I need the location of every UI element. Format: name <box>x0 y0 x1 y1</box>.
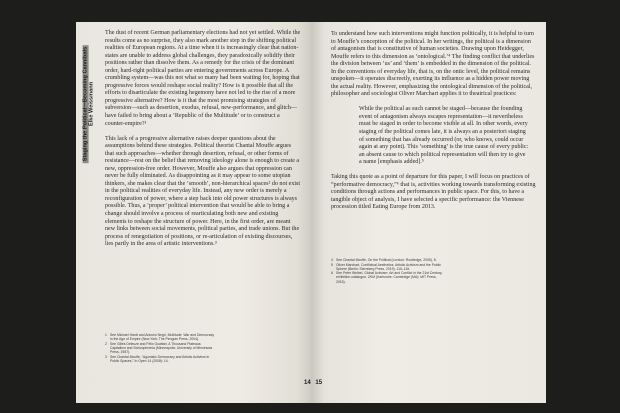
block-quote: While the political as such cannot be staged—because the founding event of antagonism always escapes representation—it nevertheless must be staged in order to become visible at all. In other words, every staging of the political comes late, it is always an a posteriori staging of something that has already occurred (or, who knows, could occur again at any point). This ‘something’ is the true cause of every public: an absent cause to which political representation will then try to give a name [emphasis added].⁵ <box>359 106 529 166</box>
footnote <box>331 271 443 284</box>
paragraph: This lack of a progressive alternative raises deeper questions about the assumptions behind these strategies. Political theorist Chantal Mouffe argues that such approaches—whether through desertion, refusal, or other forms of resistance—rest on the belief that removing ideology alone is enough to create a new, oppression-free order. However, Mouffe also argues that oppression can never be fully eliminated. As disappointing as it may appear to some utopian thinkers, she makes clear that the ‘smooth’, non-hierarchical spaces² do not exist in the political realities of everyday life. Instead, any new order is merely a reconfiguration of power, where a step back into old power structures is always possible. Thus, a ‘proper’ political intervention that would be able to bring a change should involve a process of rearticulating both new and existing elements to reshape the structure of power. Here, in the first order, are meant new links between social movements, political parties, and trade unions. But the process of renegotiation of positions, or re-articulation of existing discourses, lies partly in the area of artistic interventions.³ <box>105 135 301 248</box>
running-head <box>82 28 96 180</box>
paragraph: The dust of recent German parliamentary elections had not yet settled. While the results come as no surprise, they also mark another step in the shifting political realities of European regions. At a time when it is increasingly clear that nation-states are unable to address global challenges, they paradoxically solidify their positions rather than dissolve them. As a remedy for the crisis of the dominant order, hard-right political parties are entering governments across Europe. A crumbling system—was this not what so many had been waiting for, hoping that progressive forces would reshape social reality? How is it possible that all the efforts to disarticulate the existing hegemony have not led to the rise of a more progressive alternative? How is it that the most promising strategies of subversion—such as desertion, exodus, refusal, new-performance, and glitch—have failed to bring about a ‘Republic of the Multitude’ or to construct a counter-empire?¹ <box>105 30 301 127</box>
footnote-text: See Chantal Mouffe, On the Political (London: Routledge, 2005), 8. <box>336 258 437 262</box>
paragraph: To understand how such interventions might function politically, it is helpful to turn to Mouffe’s conception of the political. In her writings, the political is a dimension of antagonism that is constitutive of human societies. Drawing upon Heidegger, Mouffe refers to this dimension as ‘ontological.’⁴ The finding conflict that underlies the division between ‘us’ and ‘them’ is embedded in the dimension of the political. In the conventions of everyday life, that is, on the ontic level, the political remains unspoken—it operates discreetly, exerting its influence as a hidden power moving the actual reality. However, emphasizing the ontological dimension of the political, philosopher and sociologist Oliver Marchart applies it to theatrical practices: <box>331 31 535 98</box>
running-head-title: Staging the Political—Becoming Cannibals <box>82 46 89 162</box>
left-footnotes <box>105 333 215 363</box>
page-numbers <box>304 380 325 386</box>
footnote <box>105 342 215 355</box>
running-head-author: Elke Weissmann <box>89 81 95 127</box>
footnote-number: 6 <box>331 271 333 276</box>
footnote-text: See Chantal Mouffe, “Agonistic Democracy and Artistic Activism in Public Spaces,” In Open 14 (2008): 14. <box>110 354 210 363</box>
footnote <box>331 263 443 271</box>
paragraph: Taking this quote as a point of departure for this paper, I will focus on practices of “performative democracy,”⁶ that is, activities working towards transforming existing conditions through actions and performances in public space. For this, to have a tangible object of analysis, I have selected a specific performance: the Viennese procession titled Eating Europe from 2013. <box>331 174 536 211</box>
footnote-text: See Michael Hardt and Antonio Negri, Multitude: War and Democracy in the Age of Empire (New York: The Penguin Press, 2004). <box>110 333 215 342</box>
folio-left: 14 <box>304 380 311 386</box>
right-page <box>311 22 546 403</box>
footnote <box>105 333 215 341</box>
footnote-number: 5 <box>331 262 333 267</box>
footnote <box>105 355 215 363</box>
footnote-text: See Peter Weibel, Global Activism: Art and Conflict in the 21st Century, exhibition catalogue, ZKM (Karlsruhe: Cambridge (MA): MIT Press, 2015). <box>336 271 443 284</box>
folio-right: 15 <box>315 380 323 386</box>
footnote-number: 1 <box>105 333 107 337</box>
footnote-text: See Gilles Deleuze and Félix Guattari, A Thousand Plateaus: Capitalism and Schizophrenia (Minneapolis: University of Minnesota Press, 1987). <box>110 341 213 355</box>
footnote-number: 3 <box>105 354 107 359</box>
left-body-text <box>105 30 301 249</box>
footnote-text: Oliver Marchart, Conflictual Aesthetics: Artistic Activism and the Public Sphere (Berlin: Sternberg Press, 2019), 115–116. <box>336 262 441 271</box>
running-head-text <box>83 45 96 163</box>
footnote-number: 2 <box>105 341 107 346</box>
left-page <box>76 22 311 403</box>
open-book <box>76 22 546 403</box>
footnote-number: 4 <box>331 258 333 262</box>
right-body-text <box>331 31 536 212</box>
right-footnotes <box>331 258 443 284</box>
